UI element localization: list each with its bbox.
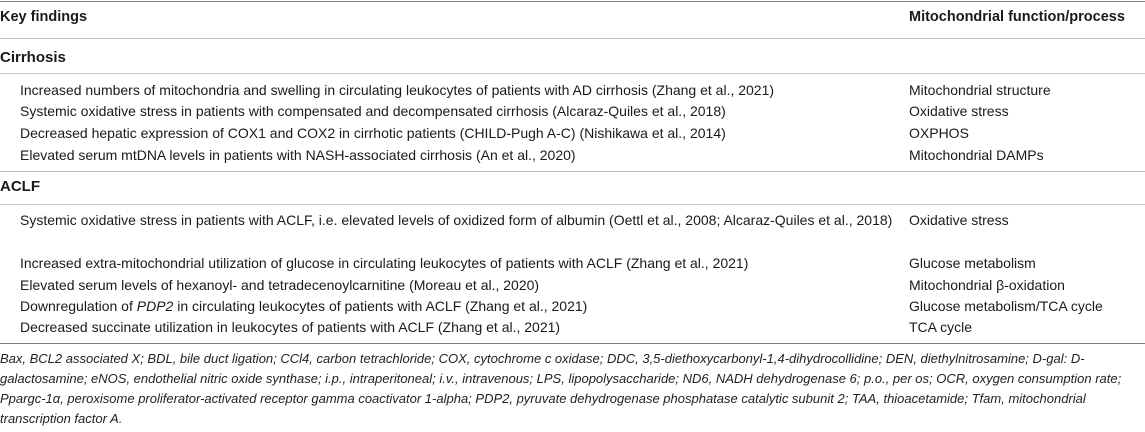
finding-cell: Elevated serum mtDNA levels in patients with NASH-associated cirrhosis (An et al., 2020) xyxy=(20,147,576,163)
function-cell: Mitochondrial structure xyxy=(909,82,1051,98)
header-mito-function: Mitochondrial function/process xyxy=(909,9,1125,25)
table-footnote: Bax, BCL2 associated X; BDL, bile duct ligation; CCl4, carbon tetrachloride; COX, cytochrome c oxidase; DDC, 3,5-diethoxycarbonyl-1,4-dihydrocollidine; DEN, diethylnitrosamine; D-gal: D-galactosamine; eNOS, endothelial nitric oxide synthase; i.p., intraperitoneal; i.v., intravenous; LPS, lipopolysaccharide; ND6, NADH dehydrogenase 6; p.o., per os; OCR, oxygen consumption rate; Ppargc-1α, peroxisome proliferator-activated receptor gamma coactivator 1-alpha; PDP2, pyruvate dehydrogenase phosphatase catalytic subunit 2; TAA, thioacetamide; Tfam, mitochondrial transcription factor A. xyxy=(0,351,1122,426)
header-key-findings: Key findings xyxy=(0,9,88,25)
finding-cell: Systemic oxidative stress in patients with ACLF, i.e. elevated levels of oxidized form of albumin (Oettl et al., 2008; Alcaraz-Quiles et al., 2018) xyxy=(20,212,893,228)
finding-cell: Increased numbers of mitochondria and swelling in circulating leukocytes of patients with AD cirrhosis (Zhang et al., 2021) xyxy=(20,82,775,98)
section-divider xyxy=(0,171,1145,172)
finding-cell: Elevated serum levels of hexanoyl- and tetradecenoylcarnitine (Moreau et al., 2020) xyxy=(20,277,540,293)
function-cell: Mitochondrial β-oxidation xyxy=(909,277,1065,293)
function-cell: Oxidative stress xyxy=(909,212,1009,228)
function-cell: OXPHOS xyxy=(909,125,969,141)
finding-cell: Increased extra-mitochondrial utilization of glucose in circulating leukocytes of patients with ACLF (Zhang et al., 2021) xyxy=(20,255,749,271)
function-cell: Oxidative stress xyxy=(909,103,1009,119)
finding-cell: Decreased succinate utilization in leukocytes of patients with ACLF (Zhang et al., 2021) xyxy=(20,319,561,335)
finding-text-pre: Downregulation of xyxy=(20,298,137,314)
function-cell: Glucose metabolism xyxy=(909,255,1036,271)
top-rule xyxy=(0,1,1145,2)
section-title-aclf: ACLF xyxy=(0,178,40,195)
gene-name-pdp2: PDP2 xyxy=(136,298,174,314)
header-rule xyxy=(0,38,1145,39)
finding-cell: Systemic oxidative stress in patients with compensated and decompensated cirrhosis (Alcaraz-Quiles et al., 2018) xyxy=(20,103,726,119)
section-rule-aclf xyxy=(0,204,1145,205)
function-cell: Glucose metabolism/TCA cycle xyxy=(909,298,1103,314)
function-cell: Mitochondrial DAMPs xyxy=(909,147,1044,163)
section-rule-cirrhosis xyxy=(0,73,1145,74)
finding-cell: Decreased hepatic expression of COX1 and COX2 in cirrhotic patients (CHILD-Pugh A-C) (Nishikawa et al., 2014) xyxy=(20,125,726,141)
finding-text-post: in circulating leukocytes of patients with ACLF (Zhang et al., 2021) xyxy=(173,298,588,314)
function-cell: TCA cycle xyxy=(909,319,973,335)
finding-cell xyxy=(20,296,880,318)
bottom-rule xyxy=(0,343,1145,344)
section-title-cirrhosis: Cirrhosis xyxy=(0,49,66,66)
